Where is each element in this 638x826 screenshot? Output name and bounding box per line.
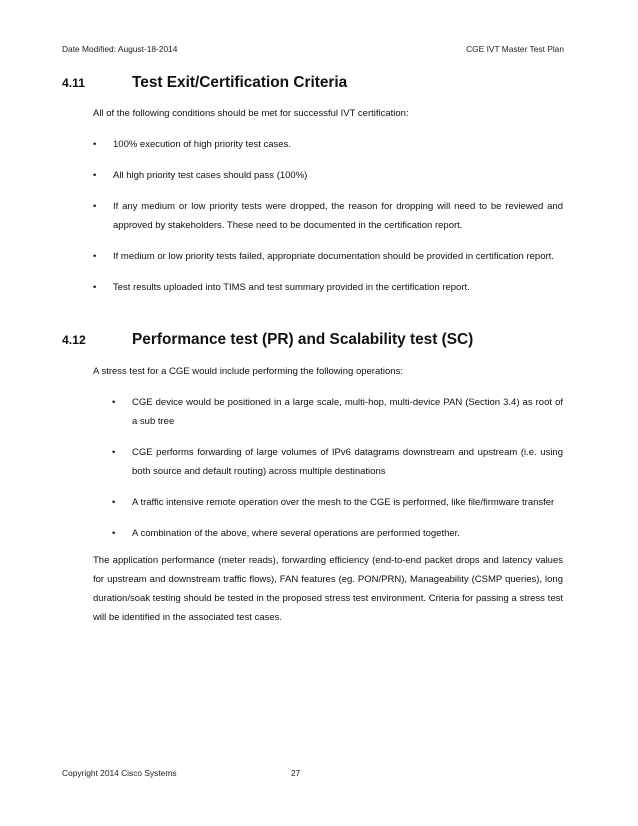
section-title: Performance test (PR) and Scalability test (SC) bbox=[132, 331, 474, 348]
list-item: • If medium or low priority tests failed, appropriate documentation should be provided in certification report. bbox=[113, 247, 563, 266]
list-item: • A combination of the above, where several operations are performed together. bbox=[132, 524, 563, 543]
header-date: Date Modified: August-18-2014 bbox=[62, 44, 178, 54]
section-heading-4-12 bbox=[62, 331, 473, 349]
page-number: 27 bbox=[291, 768, 301, 778]
bullet-icon: • bbox=[93, 201, 97, 212]
bullet-icon: • bbox=[93, 170, 97, 181]
list-item: • CGE device would be positioned in a large scale, multi-hop, multi-device PAN (Section 3.4) as root of a sub tree bbox=[132, 393, 563, 431]
section-intro: All of the following conditions should be met for successful IVT certification: bbox=[93, 108, 409, 119]
operations-list bbox=[112, 393, 563, 543]
section-heading-4-11 bbox=[62, 74, 347, 92]
bullet-icon: • bbox=[112, 447, 116, 458]
list-item: • A traffic intensive remote operation over the mesh to the CGE is performed, like file/firmware transfer bbox=[132, 493, 563, 512]
footer-copyright: Copyright 2014 Cisco Systems bbox=[62, 768, 177, 778]
closing-paragraph: The application performance (meter reads), forwarding efficiency (end-to-end packet drops and latency values for upstream and downstream traffic flows), FAN features (eg. PON/PRN), Manageability (CSMP queries), long duration/soak testing should be tested in the proposed stress test environment. Criteria for passing a stress test will be identified in the associated test cases. bbox=[93, 555, 563, 623]
section-intro: A stress test for a CGE would include performing the following operations: bbox=[93, 366, 403, 377]
bullet-icon: • bbox=[112, 397, 116, 408]
section-number: 4.11 bbox=[62, 76, 86, 90]
criteria-list bbox=[93, 135, 563, 297]
section-title: Test Exit/Certification Criteria bbox=[132, 74, 348, 91]
bullet-icon: • bbox=[93, 282, 97, 293]
list-item: • Test results uploaded into TIMS and test summary provided in the certification report. bbox=[113, 278, 563, 297]
list-item: • If any medium or low priority tests were dropped, the reason for dropping will need to be reviewed and approved by stakeholders. These need to be documented in the certification report. bbox=[113, 197, 563, 235]
section-number: 4.12 bbox=[62, 333, 86, 347]
list-item: • 100% execution of high priority test cases. bbox=[113, 135, 563, 154]
bullet-icon: • bbox=[93, 251, 97, 262]
bullet-icon: • bbox=[112, 528, 116, 539]
bullet-icon: • bbox=[112, 497, 116, 508]
header-doc-title: CGE IVT Master Test Plan bbox=[466, 44, 564, 54]
list-item: • CGE performs forwarding of large volumes of IPv6 datagrams downstream and upstream (i.e. using both source and default routing) across multiple destinations bbox=[132, 443, 563, 481]
list-item: • All high priority test cases should pass (100%) bbox=[113, 166, 563, 185]
bullet-icon: • bbox=[93, 139, 97, 150]
